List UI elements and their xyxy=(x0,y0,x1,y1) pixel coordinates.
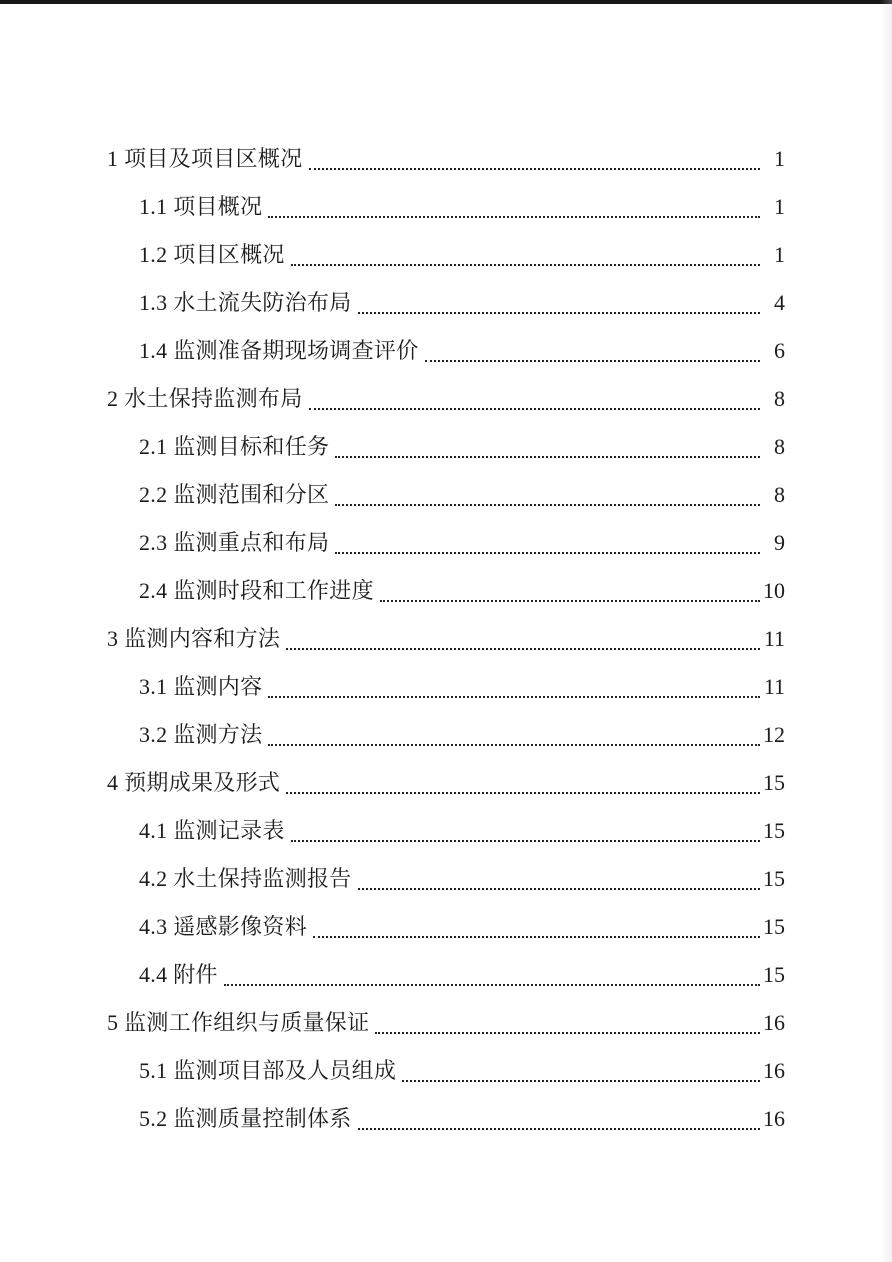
dot-leader xyxy=(358,1095,760,1143)
toc-entry[interactable] xyxy=(107,615,785,663)
toc-entry-page-number: 15 xyxy=(763,818,785,843)
toc-entry-label: 2.2 监测范围和分区 xyxy=(139,482,330,507)
toc-entry-page-number: 15 xyxy=(763,914,785,939)
toc-entry[interactable] xyxy=(107,1095,785,1143)
toc-entry-page-number: 4 xyxy=(774,290,785,315)
toc-entry[interactable] xyxy=(107,855,785,903)
toc-entry-label: 4.3 遥感影像资料 xyxy=(139,914,308,939)
toc-entry[interactable] xyxy=(107,423,785,471)
toc-entry-label: 1 项目及项目区概况 xyxy=(107,146,303,171)
dot-leader xyxy=(335,471,760,519)
toc-entry-label: 1.3 水土流失防治布局 xyxy=(139,290,352,315)
toc-entry-label: 4 预期成果及形式 xyxy=(107,770,281,795)
toc-entry-page-number: 11 xyxy=(763,626,785,651)
toc-entry-label: 4.1 监测记录表 xyxy=(139,818,285,843)
dot-leader xyxy=(375,999,760,1047)
dot-leader xyxy=(309,375,760,423)
dot-leader xyxy=(425,327,760,375)
toc-entry-label: 3.1 监测内容 xyxy=(139,674,263,699)
dot-leader xyxy=(313,903,760,951)
toc-entry-page-number: 15 xyxy=(763,866,785,891)
dot-leader xyxy=(335,519,760,567)
dot-leader xyxy=(224,951,760,999)
toc-entry-page-number: 16 xyxy=(763,1058,785,1083)
toc-entry[interactable] xyxy=(107,231,785,279)
dot-leader xyxy=(286,759,760,807)
toc-entry-label: 5 监测工作组织与质量保证 xyxy=(107,1010,370,1035)
toc-entry[interactable] xyxy=(107,903,785,951)
toc-entry-label: 3.2 监测方法 xyxy=(139,722,263,747)
toc-entry[interactable] xyxy=(107,1047,785,1095)
dot-leader xyxy=(309,135,760,183)
toc-entry-label: 2 水土保持监测布局 xyxy=(107,386,303,411)
toc-entry[interactable] xyxy=(107,135,785,183)
toc-entry[interactable] xyxy=(107,999,785,1047)
toc-entry-page-number: 11 xyxy=(763,674,785,699)
toc-entry-page-number: 10 xyxy=(763,578,785,603)
toc-entry[interactable] xyxy=(107,951,785,999)
toc-entry[interactable] xyxy=(107,183,785,231)
toc-entry[interactable] xyxy=(107,327,785,375)
toc-entry-label: 5.2 监测质量控制体系 xyxy=(139,1106,352,1131)
toc-entry-page-number: 8 xyxy=(774,434,785,459)
dot-leader xyxy=(291,231,760,279)
toc-entry-page-number: 16 xyxy=(763,1106,785,1131)
dot-leader xyxy=(358,279,760,327)
toc-entry-label: 2.3 监测重点和布局 xyxy=(139,530,330,555)
dot-leader xyxy=(402,1047,760,1095)
toc-entry-label: 1.1 项目概况 xyxy=(139,194,263,219)
toc-entry-page-number: 15 xyxy=(763,770,785,795)
toc-entry[interactable] xyxy=(107,279,785,327)
toc-entry[interactable] xyxy=(107,807,785,855)
toc-entry[interactable] xyxy=(107,663,785,711)
top-border-bar xyxy=(0,0,892,4)
toc-entry-page-number: 8 xyxy=(774,482,785,507)
toc-entry[interactable] xyxy=(107,759,785,807)
toc-entry-label: 3 监测内容和方法 xyxy=(107,626,281,651)
page-edge-shadow xyxy=(880,0,892,1262)
toc-entry-label: 4.2 水土保持监测报告 xyxy=(139,866,352,891)
toc-entry-page-number: 15 xyxy=(763,962,785,987)
toc-entry-label: 2.1 监测目标和任务 xyxy=(139,434,330,459)
toc-entry-page-number: 8 xyxy=(774,386,785,411)
dot-leader xyxy=(335,423,760,471)
toc-entry-label: 4.4 附件 xyxy=(139,962,218,987)
toc-entry-page-number: 12 xyxy=(763,722,785,747)
toc-entry-label: 5.1 监测项目部及人员组成 xyxy=(139,1058,397,1083)
toc-entry[interactable] xyxy=(107,519,785,567)
toc-entry[interactable] xyxy=(107,375,785,423)
toc-entry-page-number: 1 xyxy=(774,146,785,171)
toc-entry-label: 2.4 监测时段和工作进度 xyxy=(139,578,374,603)
dot-leader xyxy=(291,807,760,855)
toc-entry-page-number: 16 xyxy=(763,1010,785,1035)
dot-leader xyxy=(268,711,760,759)
dot-leader xyxy=(358,855,760,903)
dot-leader xyxy=(286,615,760,663)
toc-entry[interactable] xyxy=(107,711,785,759)
toc-entry-label: 1.2 项目区概况 xyxy=(139,242,285,267)
toc-entry-page-number: 6 xyxy=(774,338,785,363)
table-of-contents xyxy=(107,135,785,1143)
dot-leader xyxy=(380,567,760,615)
toc-entry[interactable] xyxy=(107,471,785,519)
dot-leader xyxy=(268,663,760,711)
toc-entry-page-number: 9 xyxy=(774,530,785,555)
toc-entry[interactable] xyxy=(107,567,785,615)
toc-entry-page-number: 1 xyxy=(774,242,785,267)
toc-entry-label: 1.4 监测准备期现场调查评价 xyxy=(139,338,419,363)
toc-entry-page-number: 1 xyxy=(774,194,785,219)
dot-leader xyxy=(268,183,760,231)
